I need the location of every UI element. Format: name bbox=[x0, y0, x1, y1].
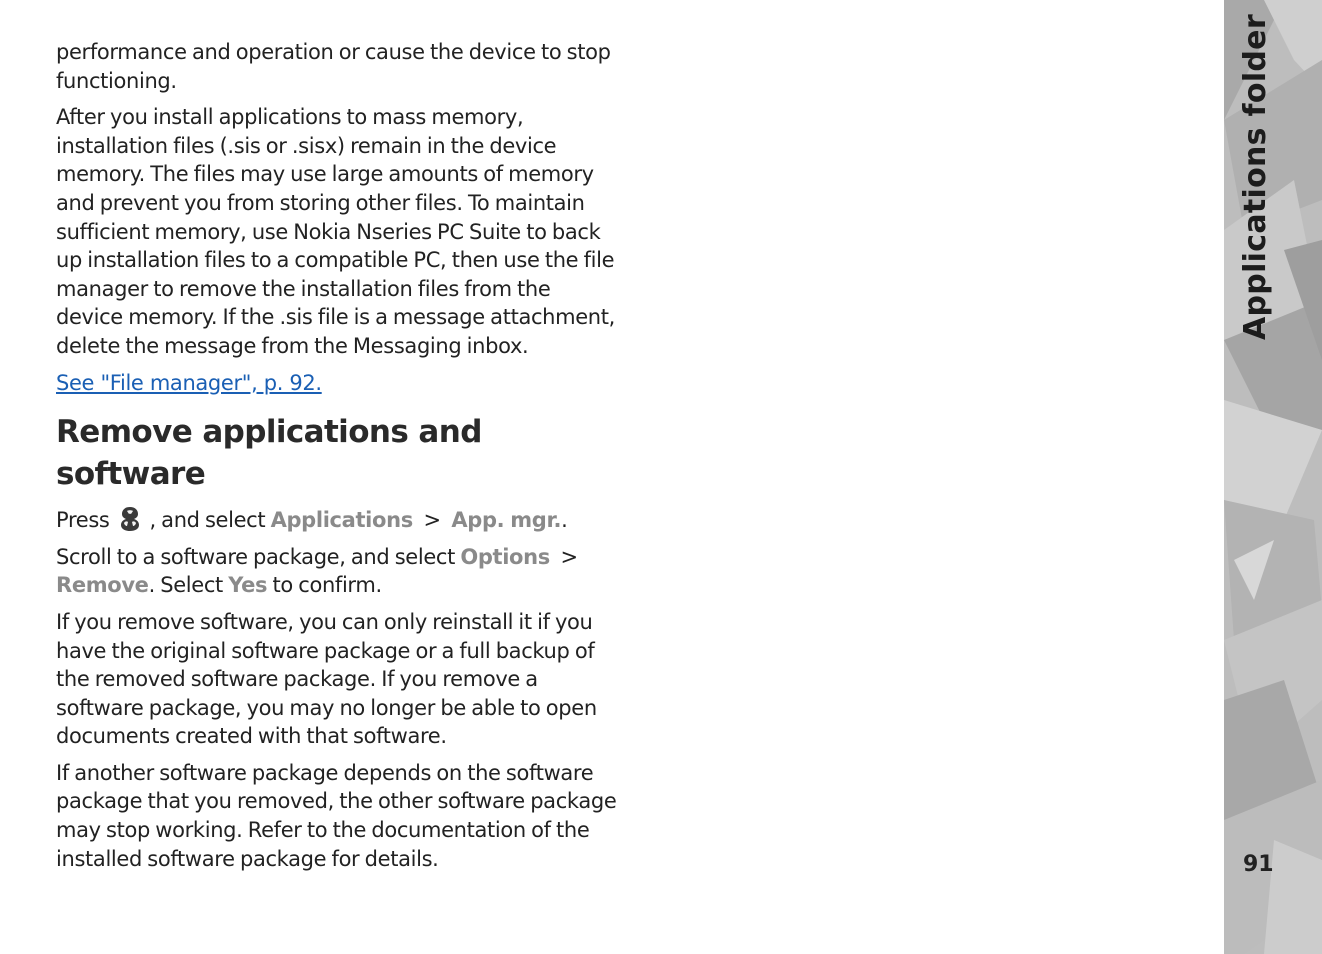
separator-arrow: > bbox=[423, 508, 441, 533]
page-number: 91 bbox=[1243, 852, 1274, 877]
paragraph-continuation: performance and operation or cause the device to stop functioning. bbox=[56, 40, 611, 93]
page-content bbox=[56, 38, 621, 881]
section-heading: Remove applications and software bbox=[56, 414, 482, 493]
press-end: . bbox=[561, 508, 568, 533]
separator-arrow: > bbox=[560, 544, 578, 569]
paragraph-installation-files: After you install applications to mass memory, installation files (.sis or .sisx) remain in the device memory. The files may use large amounts of memory and prevent you from storing other files. To maintain sufficient memory, use Nokia Nseries PC Suite to back up installation files to a compatible PC, then use the file manager to remove the installation files from the device memory. If the .sis file is a message attachment, delete the message from the Messaging inbox. bbox=[56, 105, 615, 358]
menu-item-yes: Yes bbox=[228, 573, 268, 598]
select-text: . Select bbox=[148, 573, 223, 598]
menu-key-icon bbox=[116, 505, 144, 533]
menu-item-applications: Applications bbox=[270, 508, 413, 533]
menu-item-options: Options bbox=[460, 544, 550, 569]
press-instruction bbox=[56, 505, 621, 535]
paragraph-dependencies: If another software package depends on the software package that you removed, the other software package may stop working. Refer to the documentation of the installed software package for details. bbox=[56, 760, 617, 871]
scroll-text: Scroll to a software package, and select bbox=[56, 544, 455, 569]
chapter-title: Applications folder bbox=[1238, 14, 1273, 340]
menu-item-remove: Remove bbox=[56, 573, 149, 598]
scroll-instruction bbox=[56, 543, 621, 600]
menu-item-app-mgr: App. mgr. bbox=[451, 508, 562, 533]
file-manager-link[interactable]: See "File manager", p. 92. bbox=[56, 370, 322, 395]
press-and-select: , and select bbox=[149, 508, 266, 533]
press-text: Press bbox=[56, 508, 110, 533]
confirm-text: to confirm. bbox=[272, 573, 382, 598]
paragraph-reinstall: If you remove software, you can only reinstall it if you have the original software package or a full backup of the removed software package. If you remove a software package, you may no longer be able to open documents created with that software. bbox=[56, 609, 597, 749]
